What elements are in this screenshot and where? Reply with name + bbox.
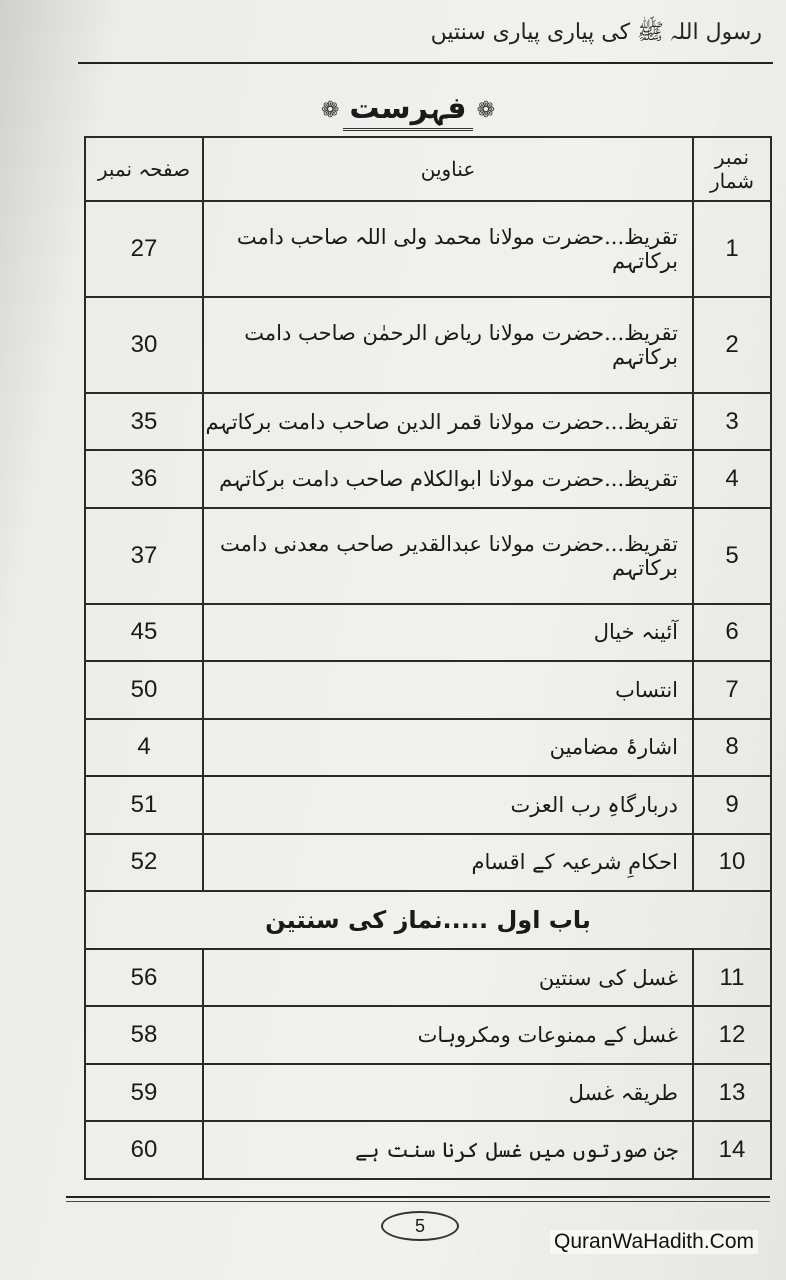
entry-number: 1 bbox=[693, 201, 771, 297]
entry-number: 7 bbox=[693, 661, 771, 719]
table-row bbox=[85, 949, 771, 1007]
entry-title: غسل کے ممنوعات ومکروہات bbox=[203, 1006, 693, 1064]
entry-number: 10 bbox=[693, 834, 771, 892]
contents-table bbox=[84, 136, 772, 1180]
entry-title: جن صورتوں میں غسل کرنا سنت ہے bbox=[203, 1121, 693, 1179]
page-number-cell: 37 bbox=[85, 508, 203, 604]
entry-number: 14 bbox=[693, 1121, 771, 1179]
table-row bbox=[85, 719, 771, 777]
section-heading: باب اول .....نماز کی سنتین bbox=[85, 891, 771, 949]
page-number: 5 bbox=[381, 1211, 459, 1241]
entry-title: تقریظ...حضرت مولانا ریاض الرحمٰن صاحب دامت برکاتہم bbox=[203, 297, 693, 393]
table-header-row bbox=[85, 137, 771, 201]
ornament-left-icon: ❁ bbox=[320, 98, 340, 123]
entry-number: 11 bbox=[693, 949, 771, 1007]
entry-title: طریقہ غسل bbox=[203, 1064, 693, 1122]
entry-number: 12 bbox=[693, 1006, 771, 1064]
header-rule bbox=[78, 62, 773, 64]
entry-number: 3 bbox=[693, 393, 771, 451]
entry-number: 2 bbox=[693, 297, 771, 393]
page-number-cell: 52 bbox=[85, 834, 203, 892]
entry-number: 8 bbox=[693, 719, 771, 777]
column-header-page: صفحہ نمبر bbox=[85, 137, 203, 201]
footer-rule bbox=[66, 1196, 770, 1198]
entry-title: احکامِ شرعیہ کے اقسام bbox=[203, 834, 693, 892]
page-number-cell: 50 bbox=[85, 661, 203, 719]
table-row bbox=[85, 1064, 771, 1122]
page-number-cell: 59 bbox=[85, 1064, 203, 1122]
entry-title: تقریظ...حضرت مولانا قمر الدین صاحب دامت برکاتہم bbox=[203, 393, 693, 451]
entry-number: 6 bbox=[693, 604, 771, 662]
entry-title: آئینہ خیال bbox=[203, 604, 693, 662]
entry-title: تقریظ...حضرت مولانا ابوالکلام صاحب دامت برکاتہم bbox=[203, 450, 693, 508]
page-number-cell: 36 bbox=[85, 450, 203, 508]
page-number-cell: 51 bbox=[85, 776, 203, 834]
entry-title: انتساب bbox=[203, 661, 693, 719]
page-title: فہرست bbox=[343, 91, 472, 131]
table-row bbox=[85, 661, 771, 719]
page-number-cell: 58 bbox=[85, 1006, 203, 1064]
entry-number: 9 bbox=[693, 776, 771, 834]
table-row bbox=[85, 450, 771, 508]
entry-number: 4 bbox=[693, 450, 771, 508]
entry-title: تقریظ...حضرت مولانا عبدالقدیر صاحب معدنی دامت برکاتہم bbox=[203, 508, 693, 604]
table-row bbox=[85, 1121, 771, 1179]
table-row bbox=[85, 393, 771, 451]
entry-title: اشارۂ مضامین bbox=[203, 719, 693, 777]
page-number-cell: 56 bbox=[85, 949, 203, 1007]
footer-rule-thin bbox=[66, 1201, 770, 1202]
title-block bbox=[318, 88, 498, 134]
entry-number: 5 bbox=[693, 508, 771, 604]
entry-title: تقریظ...حضرت مولانا محمد ولی اللہ صاحب دامت برکاتہم bbox=[203, 201, 693, 297]
entry-title: دربارگاہِ رب العزت bbox=[203, 776, 693, 834]
table-row bbox=[85, 834, 771, 892]
table-row bbox=[85, 1006, 771, 1064]
column-header-number: نمبر شمار bbox=[693, 137, 771, 201]
watermark: QuranWaHadith.Com bbox=[550, 1230, 758, 1254]
table-row bbox=[85, 297, 771, 393]
table-row bbox=[85, 201, 771, 297]
running-head: رسول اللہ ﷺ کی پیاری پیاری سنتیں bbox=[430, 20, 762, 45]
page-number-cell: 30 bbox=[85, 297, 203, 393]
table-row bbox=[85, 508, 771, 604]
table-row bbox=[85, 891, 771, 949]
page-number-cell: 60 bbox=[85, 1121, 203, 1179]
page-number-cell: 4 bbox=[85, 719, 203, 777]
page-number-cell: 35 bbox=[85, 393, 203, 451]
table-row bbox=[85, 604, 771, 662]
entry-title: غسل کی سنتین bbox=[203, 949, 693, 1007]
column-header-title: عناوین bbox=[203, 137, 693, 201]
ornament-right-icon: ❁ bbox=[476, 98, 496, 123]
table-row bbox=[85, 776, 771, 834]
page-number-cell: 27 bbox=[85, 201, 203, 297]
entry-number: 13 bbox=[693, 1064, 771, 1122]
page-number-cell: 45 bbox=[85, 604, 203, 662]
